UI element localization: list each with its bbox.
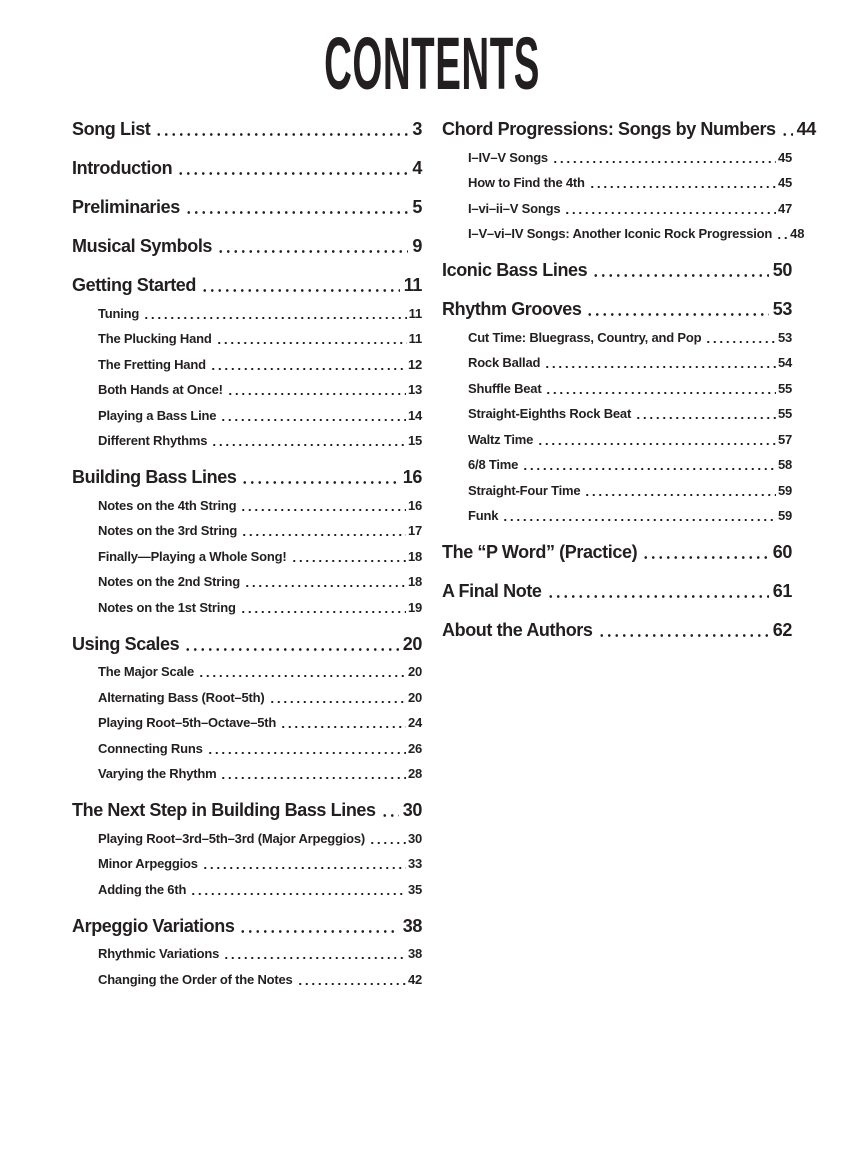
toc-entry (98, 382, 422, 398)
toc-entry-page: 53 (772, 299, 792, 319)
toc-entry (98, 664, 422, 680)
toc-entry-label: Rock Ballad (468, 355, 541, 370)
toc-entry-page: 16 (402, 467, 422, 487)
toc-entry (98, 331, 422, 347)
toc-entry (468, 201, 792, 217)
toc-entry-label: Waltz Time (468, 431, 534, 447)
toc-entry-label: The Major Scale (98, 664, 194, 679)
dot-leader (369, 831, 406, 847)
toc-entry-page: 60 (772, 542, 792, 562)
toc-entry-page: 11 (408, 331, 422, 346)
dot-leader (198, 664, 406, 680)
dot-leader (269, 690, 406, 706)
toc-entry-label: Adding the 6th (98, 881, 187, 897)
toc-entry-page: 9 (412, 236, 422, 256)
toc-entry-label: The Next Step in Building Bass Lines (72, 800, 376, 820)
toc-entry-label: Straight-Eighths Rock Beat (468, 406, 632, 421)
dot-leader (240, 600, 406, 616)
toc-entry (98, 574, 422, 590)
toc-entry-page: 3 (412, 119, 422, 139)
toc-entry (442, 619, 792, 641)
dot-leader (202, 856, 406, 872)
toc-entry (468, 175, 792, 191)
dot-leader (239, 915, 398, 937)
toc-entry (468, 226, 805, 242)
toc-entry-label: Funk (468, 508, 499, 523)
toc-entry-page: 45 (777, 175, 792, 190)
dot-leader (635, 406, 776, 422)
toc-entry (468, 457, 792, 473)
toc-entry (442, 580, 792, 602)
toc-entry (72, 915, 422, 937)
dot-leader (216, 331, 407, 347)
toc-entry-page: 20 (407, 664, 422, 679)
dot-leader (207, 741, 406, 757)
toc-entry-label: Minor Arpeggios (98, 856, 198, 871)
toc-entry-label: Playing a Bass Line (98, 407, 217, 423)
toc-entry-page: 11 (403, 275, 422, 295)
toc-entry (98, 523, 422, 539)
toc-entry-label: Connecting Runs (98, 740, 203, 756)
toc-entry-label: The Plucking Hand (98, 331, 212, 346)
toc-entry-label: Musical Symbols (72, 236, 213, 256)
toc-entry-label: Tuning (98, 305, 140, 321)
toc-entry-page: 33 (407, 856, 422, 871)
toc-entry (98, 972, 422, 988)
toc-entry-label: Introduction (72, 158, 173, 178)
dot-leader (210, 357, 406, 373)
toc-entry (72, 196, 422, 218)
toc-entry-page: 61 (772, 581, 792, 601)
toc-entry (468, 330, 792, 346)
toc-entry (98, 433, 422, 449)
toc-entry (98, 946, 422, 962)
toc-entry-label: Straight-Four Time (468, 482, 581, 498)
toc-entry-page: 58 (777, 457, 792, 472)
dot-leader (241, 466, 398, 488)
toc-entry (98, 741, 422, 757)
toc-entry-page: 24 (407, 715, 422, 730)
toc-entry-label: The “P Word” (Practice) (442, 542, 638, 562)
toc-entry-label: Preliminaries (72, 197, 180, 217)
toc-entry-page: 44 (796, 119, 816, 139)
dot-leader (184, 633, 399, 655)
dot-leader (240, 498, 406, 514)
toc-column-right (442, 118, 816, 988)
dot-leader (584, 483, 775, 499)
toc-entry-label: Playing Root–5th–Octave–5th (98, 715, 277, 730)
toc-entry-label: Getting Started (72, 275, 197, 295)
toc-entry-page: 5 (412, 197, 422, 217)
toc-entry (98, 715, 422, 731)
dot-leader (589, 175, 776, 191)
toc-entry-page: 18 (407, 574, 422, 589)
toc-entry (98, 856, 422, 872)
toc-entry (468, 355, 792, 371)
dot-leader (291, 549, 406, 565)
toc-entry-page: 59 (777, 482, 792, 498)
toc-entry (442, 541, 792, 563)
toc-entry-label: Building Bass Lines (72, 467, 237, 487)
toc-columns (72, 118, 816, 988)
toc-entry (72, 633, 422, 655)
toc-entry (468, 508, 792, 524)
toc-entry-page: 59 (777, 508, 792, 523)
dot-leader (211, 433, 406, 449)
toc-entry-page: 38 (407, 946, 422, 961)
toc-entry (442, 298, 792, 320)
toc-entry-label: Notes on the 4th String (98, 497, 237, 513)
toc-entry-page: 15 (407, 433, 422, 448)
dot-leader (522, 457, 776, 473)
toc-entry-page: 30 (407, 830, 422, 846)
dot-leader (502, 508, 776, 524)
dot-leader (552, 150, 776, 166)
dot-leader (537, 432, 776, 448)
dot-leader (177, 157, 408, 179)
dot-leader (244, 574, 406, 590)
toc-entry-label: I–IV–V Songs (468, 149, 548, 165)
toc-entry-page: 20 (407, 689, 422, 705)
toc-entry-label: Notes on the 2nd String (98, 574, 241, 589)
toc-entry-label: Notes on the 1st String (98, 599, 236, 615)
toc-entry-page: 53 (777, 329, 792, 345)
toc-entry (72, 235, 422, 257)
toc-entry-page: 26 (407, 740, 422, 756)
toc-entry-label: Both Hands at Once! (98, 382, 223, 397)
toc-entry (442, 118, 816, 140)
toc-entry (98, 600, 422, 616)
toc-entry-page: 48 (790, 226, 805, 241)
toc-entry-page: 18 (407, 548, 422, 564)
toc-entry-label: Playing Root–3rd–5th–3rd (Major Arpeggios) (98, 830, 366, 846)
toc-entry-label: Different Rhythms (98, 433, 208, 448)
dot-leader (190, 882, 406, 898)
toc-entry-page: 12 (407, 356, 422, 372)
toc-entry-label: 6/8 Time (468, 457, 519, 472)
toc-entry-label: Rhythmic Variations (98, 946, 220, 961)
toc-entry (72, 157, 422, 179)
toc-entry-label: Iconic Bass Lines (442, 260, 588, 280)
dot-leader (586, 298, 768, 320)
toc-entry-label: I–vi–ii–V Songs (468, 200, 561, 216)
toc-entry-page: 19 (407, 599, 422, 615)
dot-leader (297, 972, 406, 988)
dot-leader (564, 201, 776, 217)
toc-entry-page: 35 (407, 881, 422, 897)
toc-entry (468, 483, 792, 499)
dot-leader (381, 799, 399, 821)
toc-entry-label: Varying the Rhythm (98, 766, 217, 781)
toc-entry (98, 408, 422, 424)
dot-leader (598, 619, 769, 641)
dot-leader (280, 715, 406, 731)
dot-leader (155, 118, 408, 140)
toc-entry-page: 42 (407, 971, 422, 987)
toc-entry-label: I–V–vi–IV Songs: Another Iconic Rock Progression (468, 226, 773, 241)
dot-leader (781, 118, 793, 140)
toc-entry (98, 831, 422, 847)
toc-entry-label: Cut Time: Bluegrass, Country, and Pop (468, 329, 702, 345)
dot-leader (592, 259, 769, 281)
toc-entry-label: Using Scales (72, 633, 180, 654)
dot-leader (241, 523, 406, 539)
toc-entry-page: 47 (777, 200, 792, 216)
toc-entry-page: 4 (412, 158, 422, 178)
toc-entry-page: 50 (772, 260, 792, 280)
toc-entry-label: Chord Progressions: Songs by Numbers (442, 119, 776, 139)
toc-entry-label: Arpeggio Variations (72, 915, 235, 936)
toc-entry-page: 55 (777, 406, 792, 421)
toc-entry-label: Finally—Playing a Whole Song! (98, 548, 287, 564)
toc-entry-page: 20 (402, 633, 422, 654)
dot-leader (223, 946, 406, 962)
toc-entry-page: 17 (407, 523, 422, 538)
toc-entry-label: Notes on the 3rd String (98, 523, 238, 538)
toc-entry (98, 306, 422, 322)
toc-entry (442, 259, 792, 281)
dot-leader (544, 355, 776, 371)
toc-entry (98, 498, 422, 514)
toc-entry-page: 11 (408, 305, 422, 321)
toc-entry-page: 62 (772, 620, 792, 640)
toc-column-left (72, 118, 422, 988)
toc-entry-label: Alternating Bass (Root–5th) (98, 689, 265, 705)
toc-entry (468, 381, 792, 397)
dot-leader (217, 235, 408, 257)
toc-entry (72, 799, 422, 821)
toc-entry (72, 274, 422, 296)
dot-leader (776, 226, 788, 242)
toc-entry-label: How to Find the 4th (468, 175, 585, 190)
toc-entry-page: 14 (407, 407, 422, 423)
toc-entry (72, 466, 422, 488)
dot-leader (227, 382, 406, 398)
toc-entry (98, 357, 422, 373)
toc-entry-label: Shuffle Beat (468, 380, 542, 396)
toc-entry-page: 16 (407, 497, 422, 513)
page-title: CONTENTS (324, 22, 540, 105)
toc-entry (72, 118, 422, 140)
toc-entry-page: 54 (777, 355, 792, 370)
dot-leader (705, 330, 776, 346)
toc-entry-label: Song List (72, 119, 151, 139)
dot-leader (220, 766, 405, 782)
toc-entry-label: The Fretting Hand (98, 356, 206, 372)
toc-entry-page: 57 (777, 431, 792, 447)
dot-leader (642, 541, 769, 563)
dot-leader (220, 408, 406, 424)
dot-leader (201, 274, 400, 296)
toc-entry-page: 45 (777, 149, 792, 165)
toc-entry (98, 549, 422, 565)
toc-entry (98, 882, 422, 898)
toc-entry (468, 406, 792, 422)
toc-entry (468, 432, 792, 448)
toc-entry (98, 766, 422, 782)
toc-entry-page: 55 (777, 380, 792, 396)
toc-entry-page: 30 (402, 800, 422, 820)
toc-entry (468, 150, 792, 166)
toc-entry (98, 690, 422, 706)
toc-entry-page: 13 (407, 382, 422, 397)
dot-leader (143, 306, 407, 322)
toc-entry-label: About the Authors (442, 620, 593, 640)
dot-leader (545, 381, 775, 397)
toc-entry-label: A Final Note (442, 581, 542, 601)
toc-entry-label: Changing the Order of the Notes (98, 971, 293, 987)
toc-entry-label: Rhythm Grooves (442, 299, 582, 319)
toc-entry-page: 38 (402, 915, 422, 936)
dot-leader (185, 196, 409, 218)
toc-entry-page: 28 (407, 766, 422, 781)
dot-leader (547, 580, 769, 602)
